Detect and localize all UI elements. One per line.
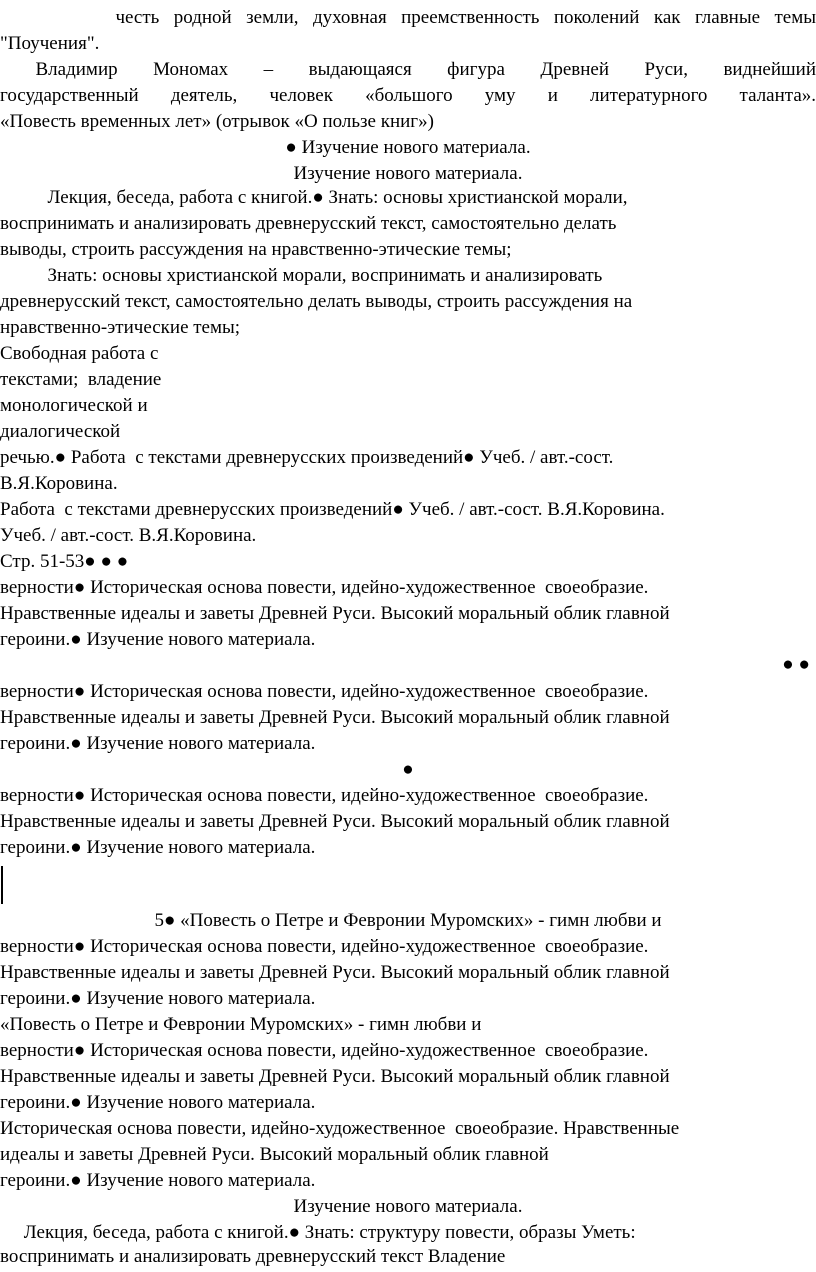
text-line: Знать: основы христианской морали, воспринимать и анализировать <box>0 265 603 286</box>
text-line: Свободная работа с <box>0 343 159 364</box>
text-line: «Повесть временных лет» (отрывок «О пользе книг») <box>0 111 434 132</box>
text-line: Владимир Мономах – выдающаяся фигура Древней Руси, виднейший <box>0 59 816 80</box>
text-line: героини.● Изучение нового материала. <box>0 1092 316 1113</box>
text-line: Нравственные идеалы и заветы Древней Руси. Высокий моральный облик главной <box>0 811 670 832</box>
text-line: воспринимать и анализировать древнерусский текст Владение <box>0 1246 506 1267</box>
text-line: ● Изучение нового материала. <box>285 137 531 158</box>
text-line: верности● Историческая основа повести, идейно-художественное своеобразие. <box>0 681 649 702</box>
text-line: текстами; владение <box>0 369 162 390</box>
text-line: верности● Историческая основа повести, идейно-художественное своеобразие. <box>0 577 649 598</box>
text-line: Нравственные идеалы и заветы Древней Руси. Высокий моральный облик главной <box>0 962 670 983</box>
text-line: государственный деятель, человек «большого уму и литературного таланта». <box>0 85 816 106</box>
text-line: выводы, строить рассуждения на нравственно-этические темы; <box>0 239 512 260</box>
text-line: Стр. 51-53● ● ● <box>0 551 129 572</box>
text-line: "Поучения". <box>0 33 100 54</box>
text-line: героини.● Изучение нового материала. <box>0 988 316 1009</box>
text-line: речью.● Работа с текстами древнерусских произведений● Учеб. / авт.-сост. <box>0 447 614 468</box>
text-line: героини.● Изучение нового материала. <box>0 629 316 650</box>
text-line: героини.● Изучение нового материала. <box>0 837 316 858</box>
text-line: героини.● Изучение нового материала. <box>0 733 316 754</box>
text-line: Лекция, беседа, работа с книгой.● Знать: основы христианской морали, <box>0 187 628 208</box>
text-line: монологической и <box>0 395 148 416</box>
text-line: «Повесть о Петре и Февронии Муромских» - гимн любви и <box>0 1014 482 1035</box>
text-line: Нравственные идеалы и заветы Древней Руси. Высокий моральный облик главной <box>0 603 670 624</box>
text-line: героини.● Изучение нового материала. <box>0 1170 316 1191</box>
bullet-marks: ● <box>402 759 414 780</box>
text-line: верности● Историческая основа повести, идейно-художественное своеобразие. <box>0 785 649 806</box>
text-line: верности● Историческая основа повести, идейно-художественное своеобразие. <box>0 1040 649 1061</box>
vertical-rule <box>1 866 3 904</box>
text-line: честь родной земли, духовная преемственность поколений как главные темы <box>0 7 816 28</box>
text-line: диалогической <box>0 421 121 442</box>
text-line: идеалы и заветы Древней Руси. Высокий моральный облик главной <box>0 1144 549 1165</box>
text-line: Изучение нового материала. <box>293 1196 523 1217</box>
text-line: воспринимать и анализировать древнерусский текст, самостоятельно делать <box>0 213 617 234</box>
text-line: Историческая основа повести, идейно-художественное своеобразие. Нравственные <box>0 1118 680 1139</box>
text-line: верности● Историческая основа повести, идейно-художественное своеобразие. <box>0 936 649 957</box>
bullet-marks: ● ● <box>782 654 810 675</box>
text-line: 5● «Повесть о Петре и Февронии Муромских» - гимн любви и <box>154 910 662 931</box>
text-line: В.Я.Коровина. <box>0 473 118 494</box>
text-line: Нравственные идеалы и заветы Древней Руси. Высокий моральный облик главной <box>0 707 670 728</box>
text-line: Нравственные идеалы и заветы Древней Руси. Высокий моральный облик главной <box>0 1066 670 1087</box>
text-line: древнерусский текст, самостоятельно делать выводы, строить рассуждения на <box>0 291 633 312</box>
text-line: Учеб. / авт.-сост. В.Я.Коровина. <box>0 525 257 546</box>
text-line: Изучение нового материала. <box>293 163 523 184</box>
text-line: Лекция, беседа, работа с книгой.● Знать: структуру повести, образы Уметь: <box>0 1222 636 1243</box>
text-line: Работа с текстами древнерусских произведений● Учеб. / авт.-сост. В.Я.Коровина. <box>0 499 665 520</box>
text-line: нравственно-этические темы; <box>0 317 241 338</box>
